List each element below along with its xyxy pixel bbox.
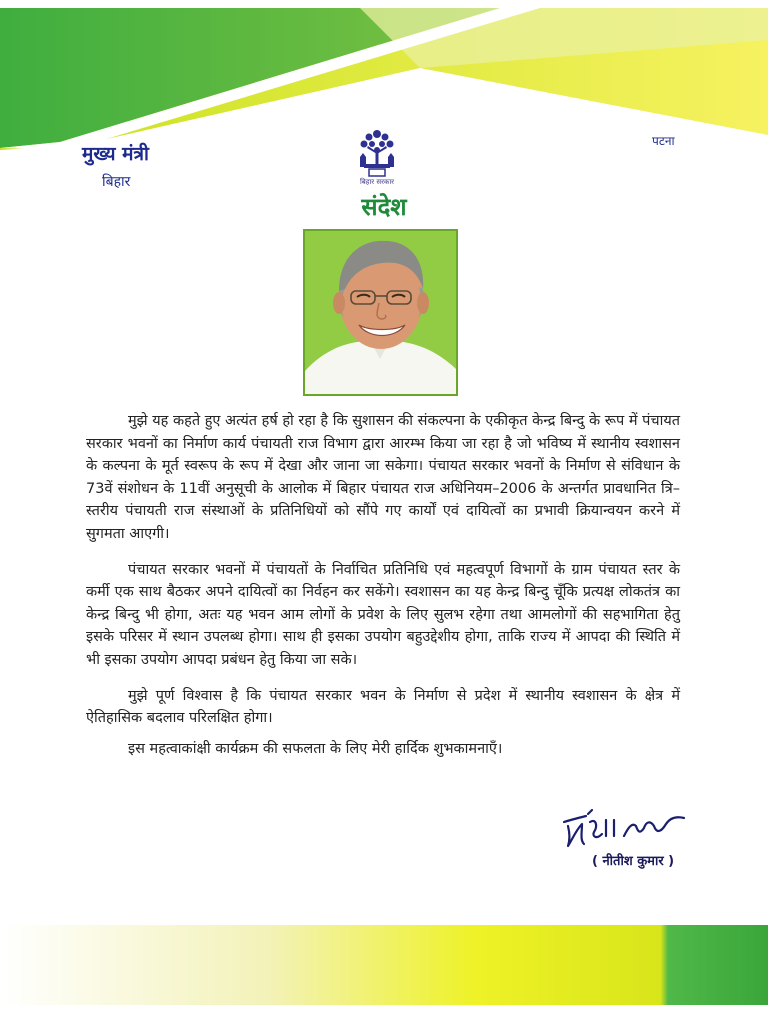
- bottom-banner: [0, 925, 768, 1005]
- letterhead-office: [82, 140, 149, 191]
- signatory-name: ( नीतीश कुमार ): [592, 854, 675, 869]
- office-title: मुख्य मंत्री: [82, 143, 149, 165]
- handwritten-signature: [560, 806, 695, 854]
- emblem-caption: बिहार सरकार: [359, 178, 395, 186]
- office-state: बिहार: [102, 174, 131, 190]
- message-heading: संदेश: [361, 193, 407, 221]
- place-name: पटना: [652, 134, 675, 148]
- message-paragraph: मुझे यह कहते हुए अत्यंत हर्ष हो रहा है कि सुशासन की संकल्पना के एकीकृत केन्द्र बिन्दु के रूप में पंचायत सरकार भवनों का निर्माण कार्य पंचायती राज विभाग द्वारा आरम्भ किया जा रहा है जो भविष्य में स्थानीय स्वशासन के कल्पना के मूर्त स्वरूप के रूप में देखा और जाना जा सकेगा। पंचायत सरकार भवनों के निर्माण से संविधान के 73वें संशोधन के 11वीं अनुसूची के आलोक में बिहार पंचायत राज अधिनियम–2006 के अन्तर्गत प्रावधानित त्रि–स्तरीय पंचायती राज संस्थाओं के प्रतिनिधियों को सौंपे गए कार्यों एवं दायित्वों का प्रभावी क्रियान्वयन करने में सुगमता आएगी।: [86, 413, 680, 542]
- message-body: [86, 410, 680, 773]
- message-paragraph: इस महत्वाकांक्षी कार्यक्रम की सफलता के लिए मेरी हार्दिक शुभकामनाएँ।: [128, 740, 503, 757]
- chief-minister-portrait: [303, 229, 458, 396]
- message-paragraph: पंचायत सरकार भवनों में पंचायतों के निर्वाचित प्रतिनिधि एवं महत्वपूर्ण विभागों के ग्राम पंचायत स्तर के कर्मी एक साथ बैठकर अपने दायित्वों का निर्वहन कर सकेंगे। स्वशासन का यह केन्द्र बिन्दु चूँकि प्रत्यक्ष लोकतंत्र का केन्द्र बिन्दु भी होगा, अतः यह भवन आम लोगों के प्रवेश के लिए सुलभ रहेगा तथा आमलोगों की सहभागिता हेतु इसके परिसर में स्थान उपलब्ध होगा। साथ ही इसका उपयोग बहुउद्देशीय होगा, ताकि राज्य में आपदा की स्थिति में भी इसका उपयोग आपदा प्रबंधन हेतु किया जा सके।: [86, 561, 681, 668]
- message-paragraph: मुझे पूर्ण विश्वास है कि पंचायत सरकार भवन के निर्माण से प्रदेश में स्थानीय स्वशासन के क्षेत्र में ऐतिहासिक बदलाव परिलक्षित होगा।: [86, 687, 680, 727]
